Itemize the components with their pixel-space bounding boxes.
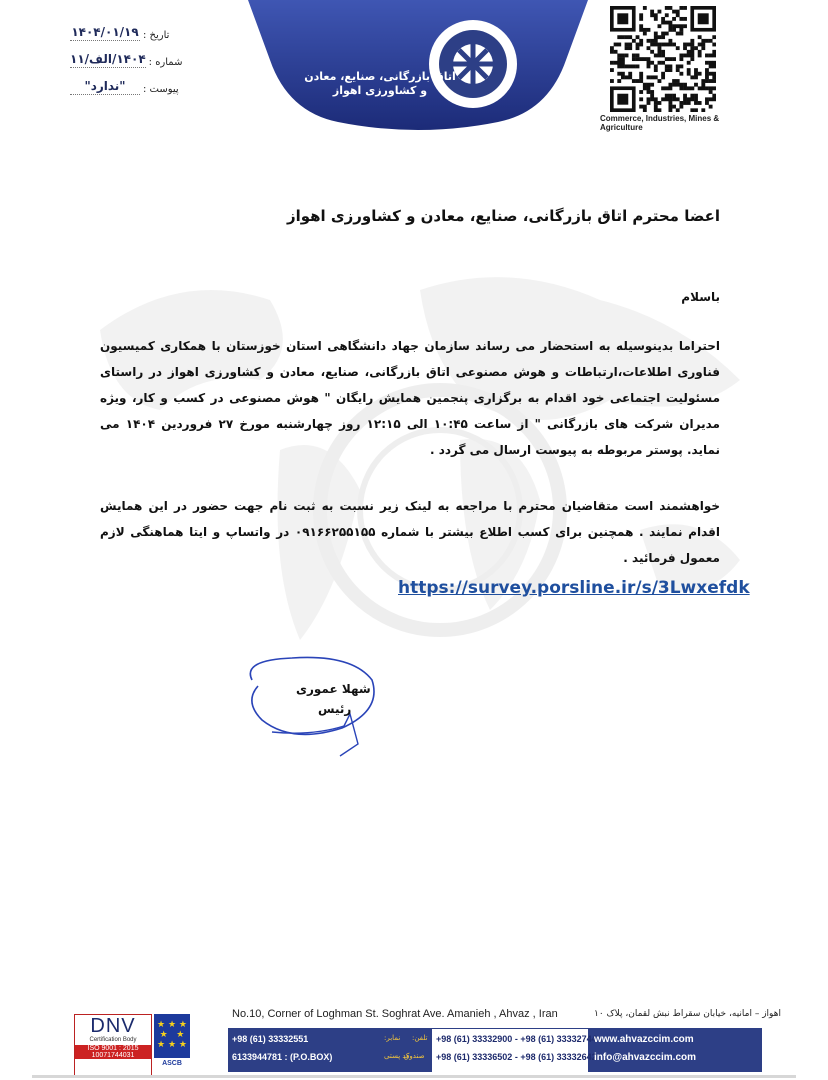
page-bottom-divider [32,1075,796,1078]
organization-name: اتاق بازرگانی، صنایع، معادن و کشاورزی اهواز [304,70,456,97]
dnv-certification-logo [74,1014,222,1074]
website-link[interactable]: www.ahvazccim.com [594,1034,694,1045]
iso-standard: ISO 9001 : 2015 [75,1045,151,1052]
dnv-wordmark: DNV [90,1015,136,1037]
eu-flag-icon: ★ ★ ★ ★ ★ ★ ★ ★ [154,1014,190,1058]
email-link[interactable]: info@ahvazccim.com [594,1052,697,1063]
registration-link[interactable]: https://survey.porsline.ir/s/3Lwxefdk [398,578,750,598]
certificate-number: 10071744031 [75,1052,151,1059]
letter-meta [70,14,220,95]
greeting: باسلام [681,290,720,304]
po-box-number: 6133944781 : (P.O.BOX) [232,1052,333,1062]
phone-numbers-1: +98 (61) 33332900 - +98 (61) 33332744 [436,1034,597,1044]
paragraph-event: احتراما بدینوسیله به استحضار می رساند سازمان جهاد دانشگاهی استان خوزستان با همکاری کمیسیون فناوری اطلاعات،ارتباطات و هوش مصنوعی اتاق بازرگانی، صنایع، معادن و کشاورزی اهواز در راستای مسئولیت اجتماعی خود اقدام به برگزاری پنجمین همایش رایگان " هوش مصنوعی در کسب و کار، ویژه مدیران شرکت های بازرگانی " از ساعت ۱۰:۴۵ الی ۱۲:۱۵ روز چهارشنبه مورخ ۲۷ فروردین ۱۴۰۴ می نماید. پوستر مربوطه به پیوست ارسال می گردد . [100,339,720,457]
certification-body-text: Certification Body [89,1037,137,1043]
pobox-label: کد پستی [384,1052,410,1060]
attachment-label: پیوست : [143,84,179,95]
letter-subject: اعضا محترم اتاق بازرگانی، صنایع، معادن و کشاورزی اهواز [286,207,720,225]
signature-scribble [232,640,392,760]
number-label: شماره : [148,57,183,68]
address-persian: اهواز – امانیه، خیابان سقراط نبش لقمان، پلاک ۱۰ [594,1009,781,1019]
chamber-banner [248,0,588,132]
ascb-label: ASCB [162,1060,182,1067]
phone-label-2: صندوق [404,1052,425,1060]
signatory-name: شهلا عموری [296,682,371,696]
number-value: ۱۴۰۴/الف/۱۱ [70,52,146,66]
signatory-title: رئیس [318,702,352,716]
fax-label: نمابر: [384,1034,401,1042]
qr-caption: Commerce, Industries, Mines & Agriculture [600,114,720,132]
phone-numbers-2: +98 (61) 33336502 - +98 (61) 33332642 [436,1052,597,1062]
date-label: تاریخ : [143,30,170,41]
phone-label: تلفن: [412,1034,428,1042]
attachment-value: "ندارد" [70,79,140,95]
paragraph-registration: خواهشمند است متقاضیان محترم با مراجعه به لینک زیر نسبت به ثبت نام جهت حضور در این همایش اقدام نمایند . همچنین برای کسب اطلاع بیشتر با شماره ۰۹۱۶۶۲۵۵۱۵۵ در واتساپ و ایتا هماهنگی لازم معمول فرمائید . [100,499,720,565]
address-english: No.10, Corner of Loghman St. Soghrat Ave. Amanieh , Ahvaz , Iran [232,1008,558,1020]
fax-number: +98 (61) 33332551 [232,1034,309,1044]
qr-code [610,6,716,112]
date-value: ۱۴۰۴/۰۱/۱۹ [71,25,139,39]
